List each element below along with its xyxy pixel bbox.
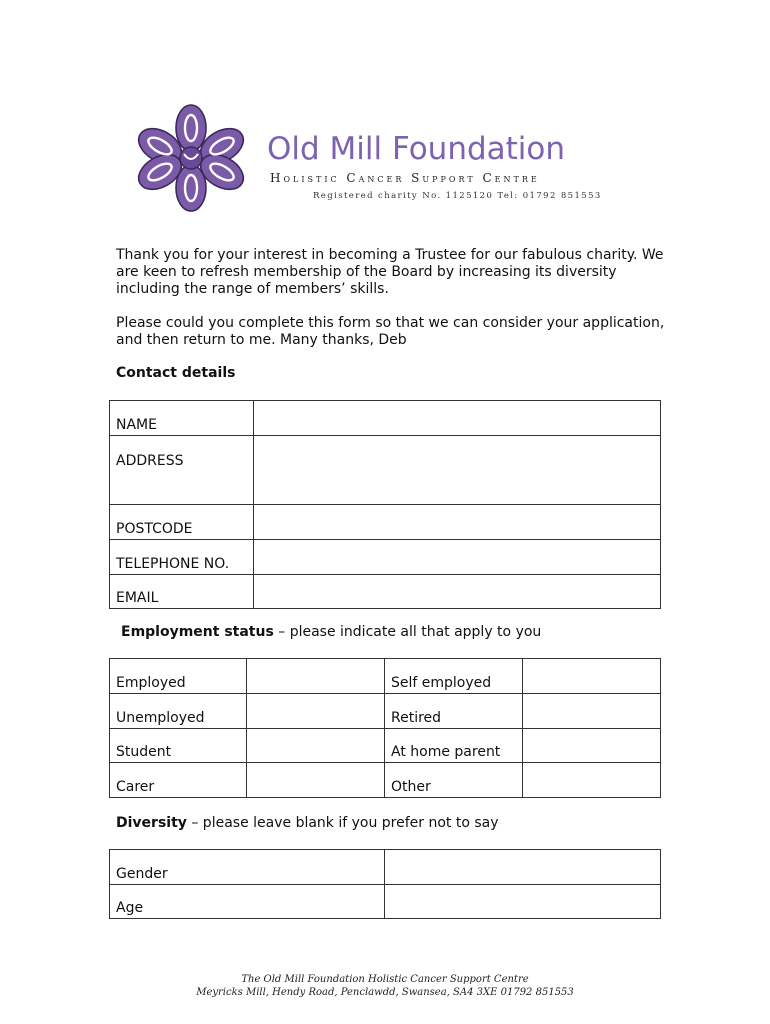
other-label: Other <box>385 763 523 798</box>
employment-heading: Employment status – please indicate all that apply to you <box>121 624 542 640</box>
contact-heading: Contact details <box>116 365 236 381</box>
org-subtitle: Holistic Cancer Support Centre <box>270 171 540 185</box>
table-row <box>110 694 661 729</box>
table-row <box>110 659 661 694</box>
carer-checkbox-cell[interactable] <box>247 763 385 798</box>
age-field[interactable] <box>385 885 661 919</box>
unemployed-checkbox-cell[interactable] <box>247 694 385 729</box>
intro-paragraph: Thank you for your interest in becoming a Trustee for our fabulous charity. We are keen to refresh membership of the Board by increasing its diversity including the range of members’ skills. <box>116 247 664 297</box>
telephone-label: TELEPHONE NO. <box>110 540 254 575</box>
at-home-parent-label: At home parent <box>385 729 523 763</box>
retired-label: Retired <box>385 694 523 729</box>
email-label: EMAIL <box>110 575 254 609</box>
address-field[interactable] <box>254 436 661 505</box>
table-row <box>110 729 661 763</box>
employed-label: Employed <box>110 659 247 694</box>
employment-table <box>109 658 661 798</box>
footer-address-line: Meyricks Mill, Hendy Road, Penclawdd, Swansea, SA4 3XE 01792 851553 <box>196 987 574 998</box>
table-row <box>110 850 661 885</box>
postcode-field[interactable] <box>254 505 661 540</box>
address-label: ADDRESS <box>110 436 254 505</box>
celtic-knot-logo <box>132 102 250 214</box>
carer-label: Carer <box>110 763 247 798</box>
instructions-paragraph: Please could you complete this form so that we can consider your application, and then return to me. Many thanks, Deb <box>116 315 665 348</box>
name-field[interactable] <box>254 401 661 436</box>
table-row <box>110 401 661 436</box>
gender-field[interactable] <box>385 850 661 885</box>
postcode-label: POSTCODE <box>110 505 254 540</box>
self-employed-label: Self employed <box>385 659 523 694</box>
table-row <box>110 763 661 798</box>
table-row <box>110 885 661 919</box>
self-employed-checkbox-cell[interactable] <box>523 659 661 694</box>
retired-checkbox-cell[interactable] <box>523 694 661 729</box>
table-row <box>110 575 661 609</box>
diversity-table <box>109 849 661 919</box>
table-row <box>110 505 661 540</box>
diversity-heading: Diversity – please leave blank if you prefer not to say <box>116 815 499 831</box>
gender-label: Gender <box>110 850 385 885</box>
age-label: Age <box>110 885 385 919</box>
telephone-field[interactable] <box>254 540 661 575</box>
email-field[interactable] <box>254 575 661 609</box>
employed-checkbox-cell[interactable] <box>247 659 385 694</box>
name-label: NAME <box>110 401 254 436</box>
student-label: Student <box>110 729 247 763</box>
org-name: Old Mill Foundation <box>267 131 566 167</box>
contact-table <box>109 400 661 609</box>
table-row <box>110 540 661 575</box>
other-checkbox-cell[interactable] <box>523 763 661 798</box>
registration-info: Registered charity No. 1125120 Tel: 01792 851553 <box>313 191 602 201</box>
at-home-parent-checkbox-cell[interactable] <box>523 729 661 763</box>
unemployed-label: Unemployed <box>110 694 247 729</box>
footer-org-line: The Old Mill Foundation Holistic Cancer Support Centre <box>241 974 529 985</box>
table-row <box>110 436 661 505</box>
student-checkbox-cell[interactable] <box>247 729 385 763</box>
